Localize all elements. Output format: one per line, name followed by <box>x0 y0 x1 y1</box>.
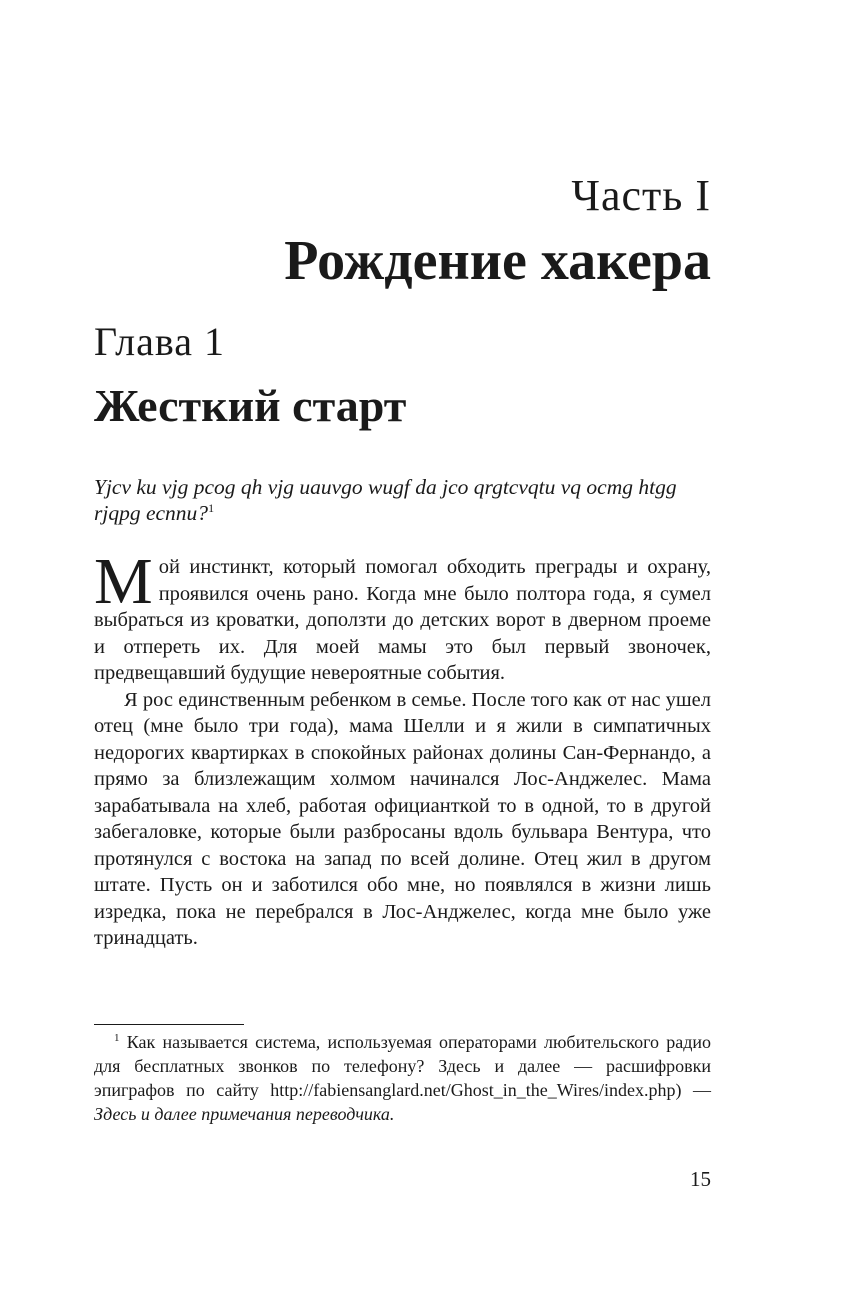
epigraph-footnote-marker: 1 <box>208 500 215 515</box>
part-label: Часть I <box>571 171 711 220</box>
epigraph <box>94 474 711 526</box>
footnote-marker: 1 <box>114 1032 120 1044</box>
page-number: 15 <box>690 1167 711 1191</box>
footnote-italic-text: Здесь и далее примечания переводчика. <box>94 1104 395 1124</box>
chapter-title: Жесткий старт <box>94 380 407 431</box>
footnote <box>94 1030 711 1126</box>
part-title: Рождение хакера <box>284 230 711 292</box>
paragraph-2: Я рос единственным ребенком в семье. После того как от нас ушел отец (мне было три года), мама Шелли и я жили в симпатичных недорогих квартирках в спокойных районах долины Сан-Фернандо, а прямо за близлежащим холмом начинался Лос-Анджелес. Мама зарабатывала на хлеб, работая официанткой то в одной, то в другой забегаловке, которые были разбросаны вдоль бульвара Вентура, что протянулся с востока на запад по всей долине. Отец жил в другом штате. Пусть он и заботился обо мне, но появлялся в жизни лишь изредка, пока не перебрался в Лос-Анджелес, когда мне было уже тринадцать. <box>94 688 711 949</box>
book-page <box>94 0 711 1312</box>
epigraph-text: Yjcv ku vjg pcog qh vjg uauvgo wugf da jco qrgtcvqtu vq ocmg htgg rjqpg ecnnu? <box>94 475 677 525</box>
footnote-text: Как называется система, используемая операторами любительского радио для бесплатных звонков по телефону? Здесь и далее — расшифровки эпиграфов по сайту http://fabiensanglard.net/Ghost_in_the_Wires/index.php) — <box>94 1032 711 1100</box>
drop-cap: М <box>94 545 153 618</box>
paragraph-1 <box>94 545 711 687</box>
footnote-divider <box>94 1024 244 1025</box>
paragraph-1-text: ой инстинкт, который помогал обходить преграды и охрану, проявился очень рано. Когда мне было полтора года, я сумел выбраться из кроватки, доползти до детских ворот в дверном проеме и отпереть их. Для моей мамы это был первый звоночек, предвещавший будущие невероятные события. <box>94 556 711 684</box>
body-text <box>94 545 711 952</box>
chapter-label: Глава 1 <box>94 319 225 364</box>
